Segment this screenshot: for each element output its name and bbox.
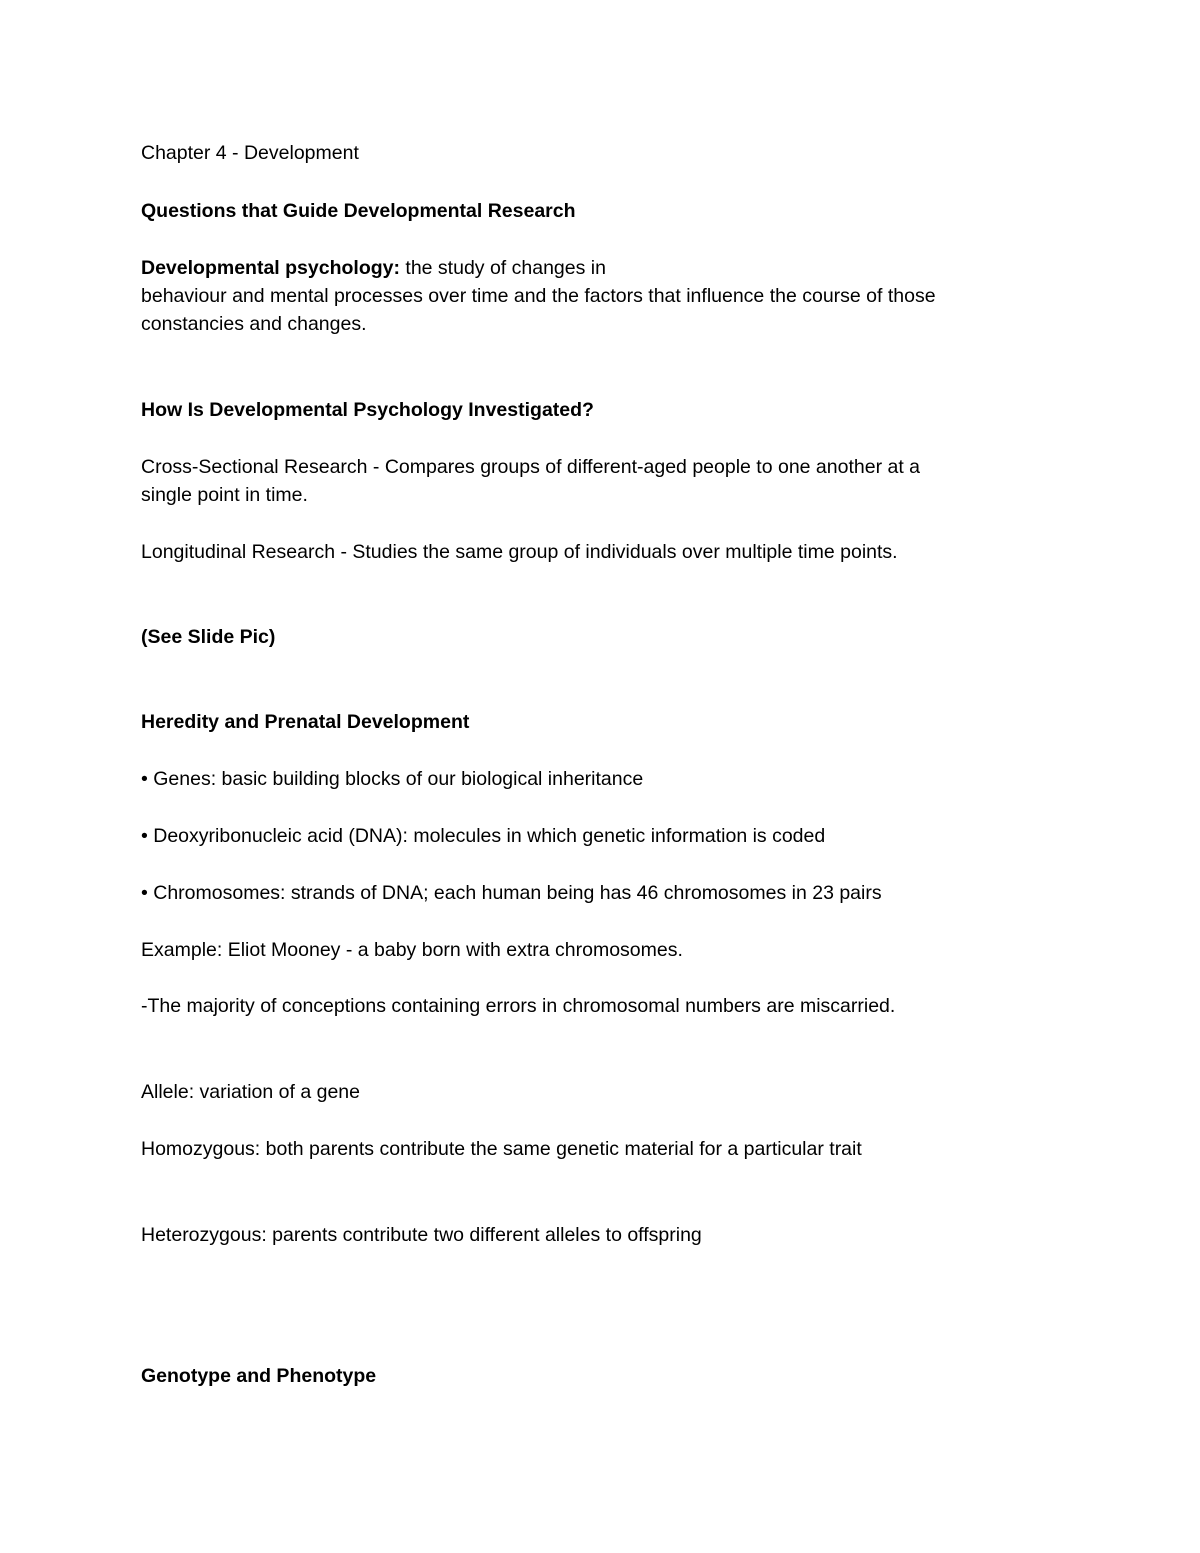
section-heading-questions: Questions that Guide Developmental Research [141,200,576,222]
chapter-title: Chapter 4 - Development [141,142,359,164]
definition-text-line3: constancies and changes. [141,313,367,335]
heterozygous-definition: Heterozygous: parents contribute two different alleles to offspring [141,1224,702,1246]
longitudinal-research: Longitudinal Research - Studies the same group of individuals over multiple time points. [141,541,898,563]
definition-developmental-psychology [141,254,1041,282]
definition-text-line2: behaviour and mental processes over time and the factors that influence the course of those [141,285,936,307]
majority-note: -The majority of conceptions containing errors in chromosomal numbers are miscarried. [141,995,896,1017]
homozygous-definition: Homozygous: both parents contribute the same genetic material for a particular trait [141,1138,862,1160]
section-heading-genotype: Genotype and Phenotype [141,1365,377,1387]
slide-note: (See Slide Pic) [141,626,276,648]
bullet-dna: • Deoxyribonucleic acid (DNA): molecules in which genetic information is coded [141,825,826,847]
definition-term: Developmental psychology: [141,257,400,279]
example-eliot-mooney: Example: Eliot Mooney - a baby born with extra chromosomes. [141,939,683,961]
definition-text-line1: the study of changes in [399,257,606,279]
cross-sectional-line2: single point in time. [141,484,308,506]
bullet-genes: • Genes: basic building blocks of our biological inheritance [141,768,644,790]
bullet-chromosomes: • Chromosomes: strands of DNA; each human being has 46 chromosomes in 23 pairs [141,882,882,904]
section-heading-investigated: How Is Developmental Psychology Investigated? [141,399,594,421]
cross-sectional-line1: Cross-Sectional Research - Compares groups of different-aged people to one another at a [141,456,921,478]
section-heading-heredity: Heredity and Prenatal Development [141,711,470,733]
allele-definition: Allele: variation of a gene [141,1081,360,1103]
